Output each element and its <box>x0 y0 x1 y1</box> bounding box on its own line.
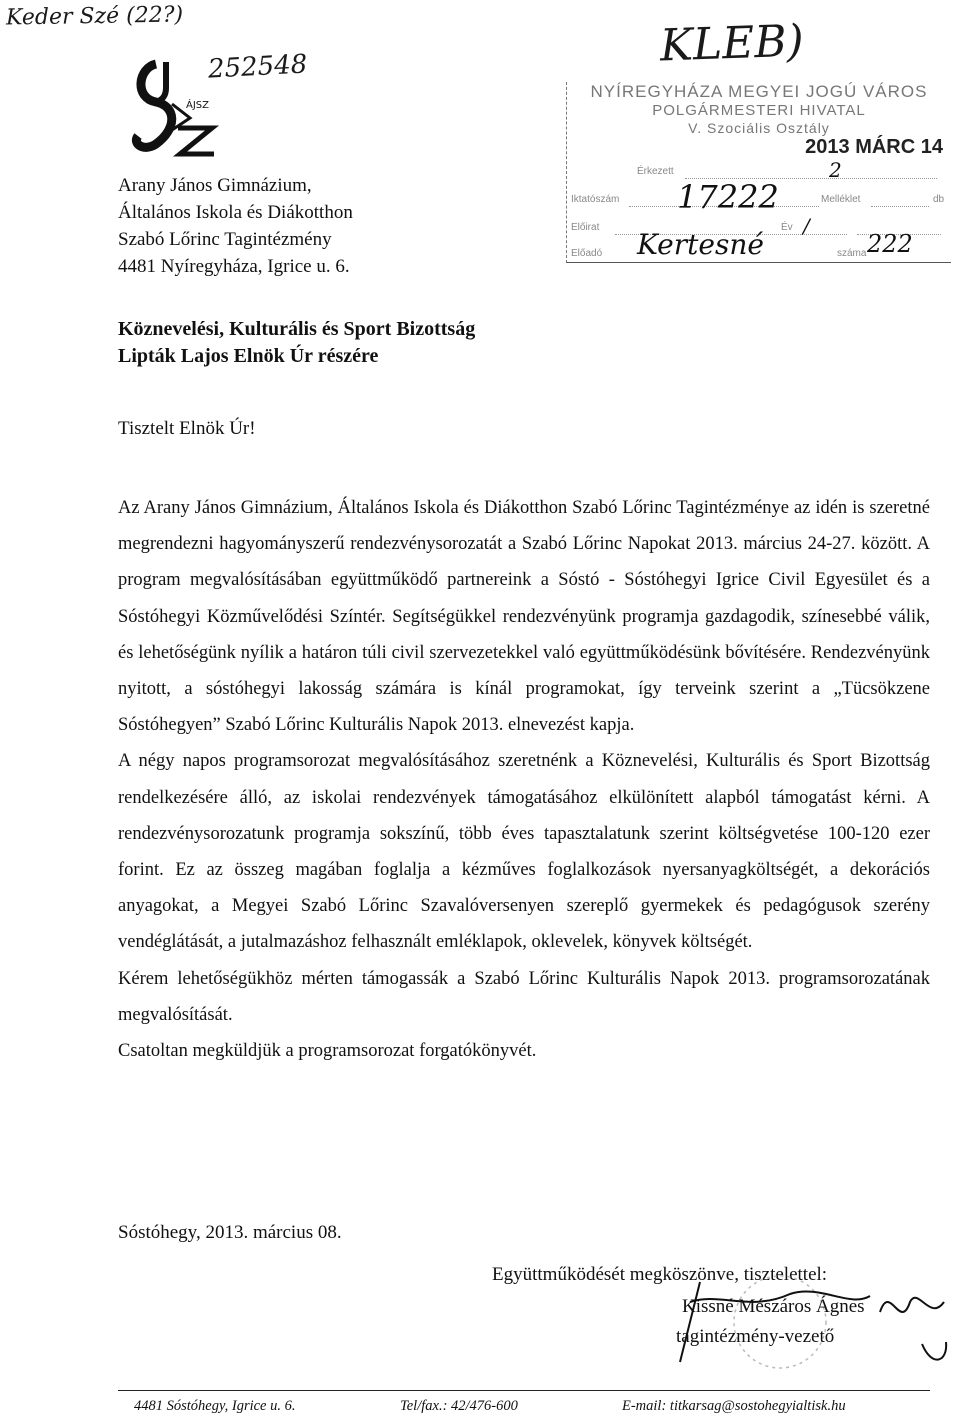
stamp-department: V. Szociális Osztály <box>688 120 830 136</box>
place-and-date: Sóstóhegy, 2013. március 08. <box>118 1222 342 1243</box>
stamp-city: NYÍREGYHÁZA MEGYEI JOGÚ VÁROS <box>590 82 928 101</box>
body-paragraph: Csatoltan megküldjük a programsorozat forgatókönyvét. <box>118 1041 537 1062</box>
addressee <box>118 316 475 370</box>
school-logo <box>126 58 222 158</box>
footer-divider <box>118 1390 930 1391</box>
stamp-ink-filing-number: 17222 <box>677 178 779 216</box>
sender-line: Arany János Gimnázium, <box>118 175 312 196</box>
signatory-title: tagintézmény-vezető <box>676 1326 835 1347</box>
stamp-ink-number: 222 <box>867 230 913 258</box>
stamp-field-attachment: Melléklet <box>821 194 861 205</box>
handwritten-note-top-right: KLEB) <box>659 15 805 72</box>
sender-line: Általános Iskola és Diákotthon <box>118 202 353 223</box>
stamp-ink-year: / <box>803 214 810 238</box>
handwritten-reference-number: 252548 <box>207 49 308 85</box>
stamp-office: POLGÁRMESTERI HIVATAL <box>652 102 866 119</box>
body-paragraph: Kérem lehetőségükhöz mérten támogassák a Szabó Lőrinc Kulturális Napok 2013. programsorozatának megvalósítását. <box>118 968 930 1025</box>
footer-email-label: E-mail: <box>622 1398 667 1414</box>
body-paragraph: A négy napos programsorozat megvalósításához szeretnénk a Köznevelési, Kulturális és Sport Bizottság rendelkezésére álló, az iskolai rendezvények támogatásához elkülönített alapból támogatást kérni. A rendezvénysorozatunk programja sokszínű, több éves tapasztalatunk szerint költségvetése 100-120 ezer forint. Ez az összeg magában foglalja a kézműves foglalkozások nyersanyagköltségét, a dekorációs anyagokat, a Megyei Szabó Lőrinc Szavalóversenyen szereplő gyermekek és pedagógusok szerény vendéglátását, a jutalmazáshoz felhasznált emléklapok, oklevelek, könyvek költségét. <box>118 751 930 953</box>
stamp-field-previous: Előirat <box>571 222 600 233</box>
handwritten-note-top-left: Keder Szé (22?) <box>5 2 184 31</box>
stamp-field-received: Érkezett <box>637 166 674 177</box>
footer-phone <box>400 1398 518 1415</box>
registry-stamp <box>566 82 951 263</box>
stamp-ink-count: 2 <box>829 158 842 182</box>
stamp-field-year: Év <box>781 222 793 233</box>
stamp-field-number: száma <box>837 248 867 259</box>
stamp-date: 2013 MÁRC 14 <box>805 136 943 158</box>
addressee-committee: Köznevelési, Kulturális és Sport Bizottság <box>118 318 476 340</box>
footer-phone-label: Tel/fax.: <box>400 1398 448 1414</box>
closing-line: Együttműködését megköszönve, tisztelettel: <box>492 1264 828 1285</box>
logo-letters: ÁJSZ <box>186 100 209 111</box>
body-paragraph: Az Arany János Gimnázium, Általános Iskola és Diákotthon Szabó Lőrinc Tagintézménye az idén is szeretné megrendezni hagyományszerű rendezvénysorozatát a Szabó Lőrinc Napokat 2013. március 24-27. között. A program megvalósításában együttműködő partnereink a Sóstó - Sóstóhegyi Igrice Civil Egyesület és a Sóstóhegyi Közművelődési Színtér. Segítségükkel rendezvényünk programja gazdagodik, színesebbé válik, és lehetőségünk nyílik a határon túli civil szervezetekkel való együttműködésünk bővítésére. Rendezvényünk nyitott, a sóstóhegyi lakosság számára is kínál programokat, így terveink szerint a „Tücsökzene Sóstóhegyen” Szabó Lőrinc Kulturális Napok 2013. elnevezést kapja. <box>118 498 930 736</box>
footer-phone-number: 42/476-600 <box>451 1398 518 1414</box>
sender-line: 4481 Nyíregyháza, Igrice u. 6. <box>118 256 350 277</box>
stamp-field-db: db <box>933 194 945 205</box>
signatory-name: Kissné Mészáros Ágnes <box>682 1296 865 1317</box>
footer-address: 4481 Sóstóhegy, Igrice u. 6. <box>134 1398 296 1414</box>
sender-line: Szabó Lőrinc Tagintézmény <box>118 229 332 250</box>
sender-address <box>118 172 353 280</box>
addressee-person: Lipták Lajos Elnök Úr részére <box>118 345 379 367</box>
footer-email-address: titkarsag@sostohegyialtisk.hu <box>669 1398 846 1414</box>
stamp-ink-officer: Kertesné <box>637 228 764 261</box>
footer-email <box>622 1398 846 1415</box>
stamp-field-officer: Előadó <box>571 248 603 259</box>
salutation: Tisztelt Elnök Úr! <box>118 418 256 439</box>
stamp-field-filing-number: Iktatószám <box>571 194 620 205</box>
letter-body <box>118 490 930 1069</box>
